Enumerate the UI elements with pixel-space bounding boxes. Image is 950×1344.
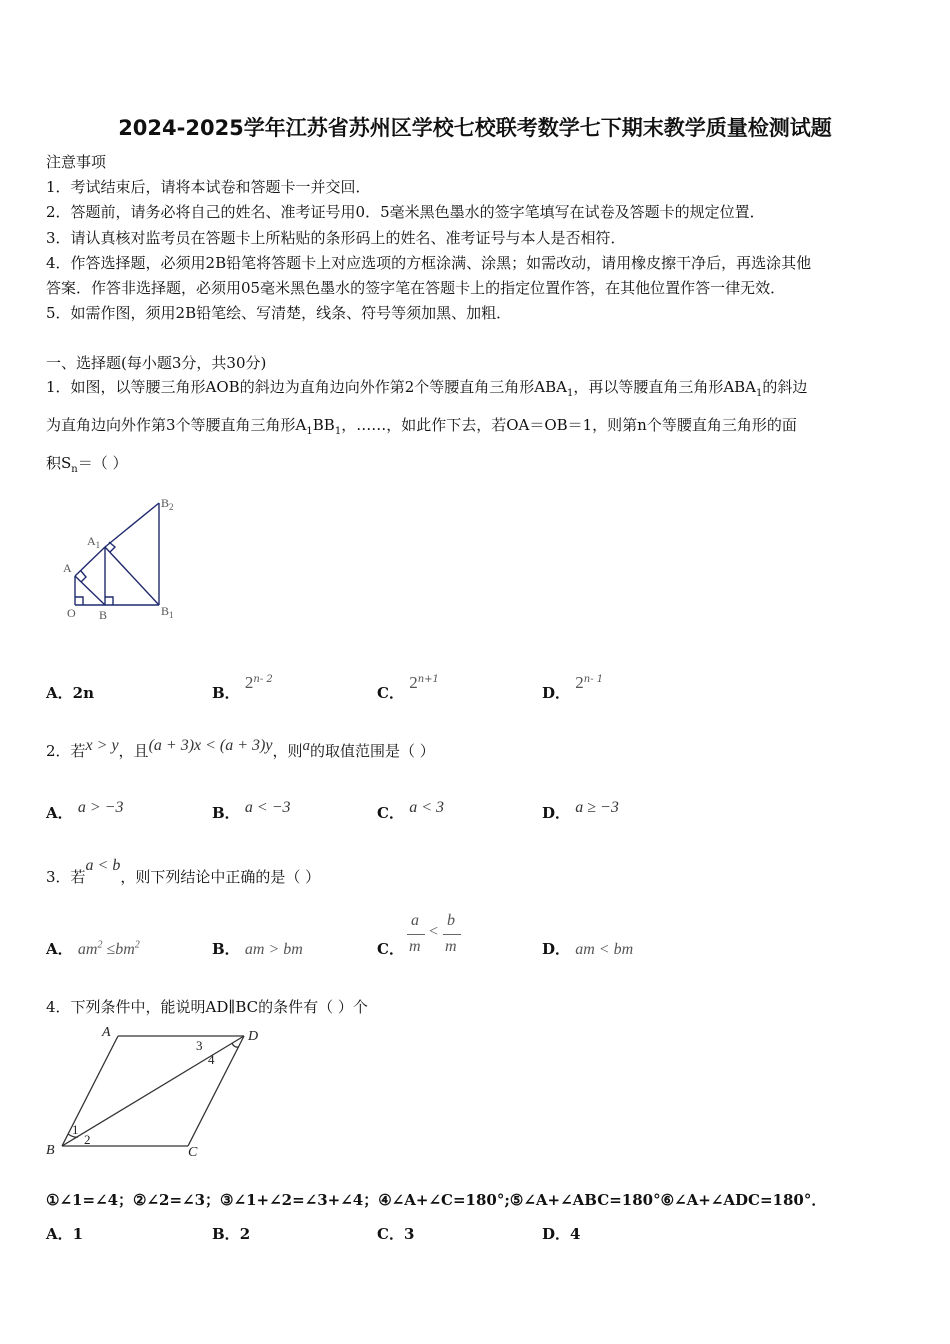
q2-option-a[interactable] — [46, 799, 124, 823]
q3-cond: a < b — [85, 857, 121, 874]
notice-item-1: 1．考试结束后，请将本试卷和答题卡一并交回． — [46, 178, 371, 196]
q1-triangle-figure — [55, 495, 195, 625]
q1-seg-aa1 — [75, 547, 105, 576]
notice-item-2: 2．答题前，请务必将自己的姓名、准考证号用0．5毫米黑色墨水的签字笔填写在试卷及答题卡的规定位置． — [46, 203, 765, 221]
q2-option-c[interactable] — [377, 799, 444, 823]
q1-label-b1: $B_1$ — [161, 604, 174, 620]
q1-right-angle-a — [81, 571, 86, 582]
q1-option-d-label: D． — [542, 684, 571, 702]
q1-line2-a: 为直角边向外作第3个等腰直角三角形A — [46, 416, 307, 434]
q1-option-a-text: 2n — [72, 684, 94, 702]
q1-line2-c: ，……，如此作下去，若OA＝OB＝1，则第n个等腰直角三角形的面 — [341, 416, 797, 434]
q1-option-b-label: B． — [212, 684, 240, 702]
q1-option-a[interactable] — [46, 682, 94, 703]
q2-option-b-label: B． — [212, 804, 240, 822]
q3-option-a-label: A． — [46, 940, 73, 958]
q2-option-c-label: C． — [377, 804, 404, 822]
q1-option-a-label: A． — [46, 684, 73, 702]
q1-option-d[interactable] — [542, 673, 604, 703]
q3-option-d-text: am < bm — [575, 941, 634, 958]
q2-option-b[interactable] — [212, 799, 291, 823]
q1-option-d-exp: n- 1 — [583, 674, 604, 685]
q3-c-op: < — [429, 923, 439, 940]
q2-option-d[interactable] — [542, 799, 619, 823]
q3-option-a-math: $am^2 \le bm^2$ — [77, 939, 140, 958]
q1-label-b2: $B_2$ — [161, 496, 174, 512]
q3-option-c-fraction — [405, 912, 465, 960]
q3-stem — [46, 857, 321, 887]
q1-line1-sub2: 1 — [756, 388, 763, 399]
q2-option-a-text: a > −3 — [77, 799, 124, 816]
q1-right-angle-a1 — [109, 542, 115, 552]
q4-option-a-label: A． — [46, 1225, 73, 1243]
q4-option-a-text: 1 — [72, 1225, 84, 1243]
q4-label-2: 2 — [84, 1132, 91, 1147]
q3-c-den1: m — [409, 938, 421, 955]
q2-stem — [46, 737, 435, 761]
q1-stem-line2 — [46, 414, 797, 437]
notice-item-5: 5．如需作图，须用2B铅笔绘、写清楚，线条、符号等须加黑、加粗． — [46, 304, 512, 322]
q4-option-b[interactable] — [212, 1223, 250, 1244]
q1-seg-a1b2 — [105, 503, 159, 547]
q1-option-c-label: C． — [377, 684, 404, 702]
q4-option-c[interactable] — [377, 1223, 414, 1244]
q1-option-b-exp: n- 2 — [253, 674, 273, 685]
q4-option-c-label: C． — [377, 1225, 404, 1243]
q3-c-fracbar2 — [443, 934, 461, 935]
q4-label-b: B — [46, 1143, 55, 1158]
q4-option-a[interactable] — [46, 1223, 83, 1244]
q4-option-c-text: 3 — [403, 1225, 415, 1243]
q3-suffix: ，则下列结论中正确的是（ ） — [120, 868, 321, 886]
q4-option-d-text: 4 — [570, 1225, 581, 1243]
q1-line2-sub2: 1 — [334, 426, 342, 437]
q3-c-num2: b — [447, 912, 455, 929]
q1-option-d-base: 2 — [575, 673, 584, 692]
q1-line2-sub1: 1 — [306, 426, 313, 437]
q3-c-den2: m — [445, 938, 457, 955]
q1-right-angle-b — [105, 597, 113, 605]
q1-line3-b: ＝（ ） — [77, 454, 128, 472]
q4-option-b-label: B． — [212, 1225, 240, 1243]
q1-label-o: O — [67, 606, 76, 620]
q4-label-3: 3 — [196, 1038, 203, 1053]
q2-mid2: ，则 — [272, 742, 303, 760]
q1-stem-line3 — [46, 452, 128, 475]
q3-option-c-label: C． — [377, 940, 404, 958]
page-title: 2024-2025学年江苏省苏州区学校七校联考数学七下期末教学质量检测试题 — [118, 116, 832, 140]
q3-c-num1: a — [411, 912, 419, 929]
notice-item-4-cont: 答案．作答非选择题，必须用05毫米黑色墨水的签字笔在答题卡上的指定位置作答，在其他位置作答一律无效． — [46, 279, 786, 297]
q4-label-4: 4 — [208, 1052, 215, 1067]
q3-option-a[interactable] — [46, 938, 140, 959]
q2-option-d-label: D． — [542, 804, 571, 822]
q3-option-b[interactable] — [212, 938, 303, 959]
q3-option-b-text: am > bm — [244, 941, 303, 958]
q2-option-c-text: a < 3 — [409, 799, 444, 816]
q3-c-fracbar1 — [407, 934, 425, 935]
q3-option-d[interactable] — [542, 938, 633, 959]
q2-mid: ，且 — [118, 742, 149, 760]
notice-heading: 注意事项 — [46, 153, 107, 171]
q1-line1-a: 1．如图，以等腰三角形AOB的斜边为直角边向外作第2个等腰直角三角形ABA — [46, 378, 567, 396]
q1-line3-sub: n — [71, 464, 78, 475]
q2-option-d-text: a ≥ −3 — [575, 799, 619, 816]
q1-option-c-exp: n+1 — [417, 674, 439, 685]
q1-seg-ab — [75, 576, 105, 605]
q1-option-b[interactable] — [212, 673, 273, 703]
notice-item-4: 4．作答选择题，必须用2B铅笔将答题卡上对应选项的方框涂满、涂黑；如需改动，请用橡皮擦干净后，再选涂其他 — [46, 254, 812, 272]
q3-option-d-label: D． — [542, 940, 571, 958]
q4-option-b-text: 2 — [239, 1225, 251, 1243]
q4-conditions: ①∠1=∠4；②∠2=∠3；③∠1+∠2=∠3+∠4；④∠A+∠C=180°;⑤∠A+∠ABC=180°⑥∠A+∠ADC=180°． — [46, 1191, 827, 1209]
q1-label-b: B — [99, 608, 108, 622]
q4-parallelogram-figure — [40, 1022, 260, 1162]
q4-label-d: D — [248, 1029, 259, 1044]
q2-option-a-label: A． — [46, 804, 73, 822]
q1-option-c[interactable] — [377, 673, 439, 703]
q3-option-b-label: B． — [212, 940, 240, 958]
q1-line1-c: 的斜边 — [762, 378, 808, 396]
q4-angle-arc-d — [232, 1043, 239, 1047]
q1-line3-a: 积S — [46, 454, 72, 472]
q4-option-d-label: D． — [542, 1225, 571, 1243]
q1-line2-b: BB — [312, 416, 335, 434]
q4-label-a: A — [102, 1025, 111, 1040]
q4-label-1: 1 — [72, 1122, 79, 1137]
q1-line1-sub1: 1 — [566, 388, 574, 399]
q2-cond1: x > y — [85, 737, 119, 754]
q4-option-d[interactable] — [542, 1223, 580, 1244]
q1-right-angle-o — [75, 597, 83, 605]
q3-option-c[interactable] — [377, 938, 404, 959]
notice-item-3: 3．请认真核对监考员在答题卡上所粘贴的条形码上的姓名、准考证号与本人是否相符． — [46, 229, 626, 247]
q2-cond2: (a + 3)x < (a + 3)y — [148, 737, 273, 754]
q2-suffix: 的取值范围是（ ） — [309, 742, 435, 760]
section-heading: 一、选择题(每小题3分，共30分) — [46, 354, 267, 372]
q1-line1-b: ，再以等腰直角三角形ABA — [573, 378, 757, 396]
q4-label-c: C — [188, 1145, 198, 1160]
q1-stem-line1 — [46, 376, 807, 399]
q1-label-a1: $A_1$ — [87, 534, 101, 550]
q1-option-b-base: 2 — [244, 673, 254, 692]
q2-prefix: 2．若 — [46, 742, 86, 760]
q2-option-b-text: a < −3 — [244, 799, 291, 816]
q4-stem: 4．下列条件中，能说明AD∥BC的条件有（ ）个 — [46, 998, 368, 1016]
q1-seg-a1b1 — [105, 547, 159, 605]
q2-var: a — [302, 738, 310, 754]
q3-prefix: 3．若 — [46, 868, 86, 886]
q1-option-c-base: 2 — [409, 673, 418, 692]
q1-label-a: A — [63, 561, 72, 575]
